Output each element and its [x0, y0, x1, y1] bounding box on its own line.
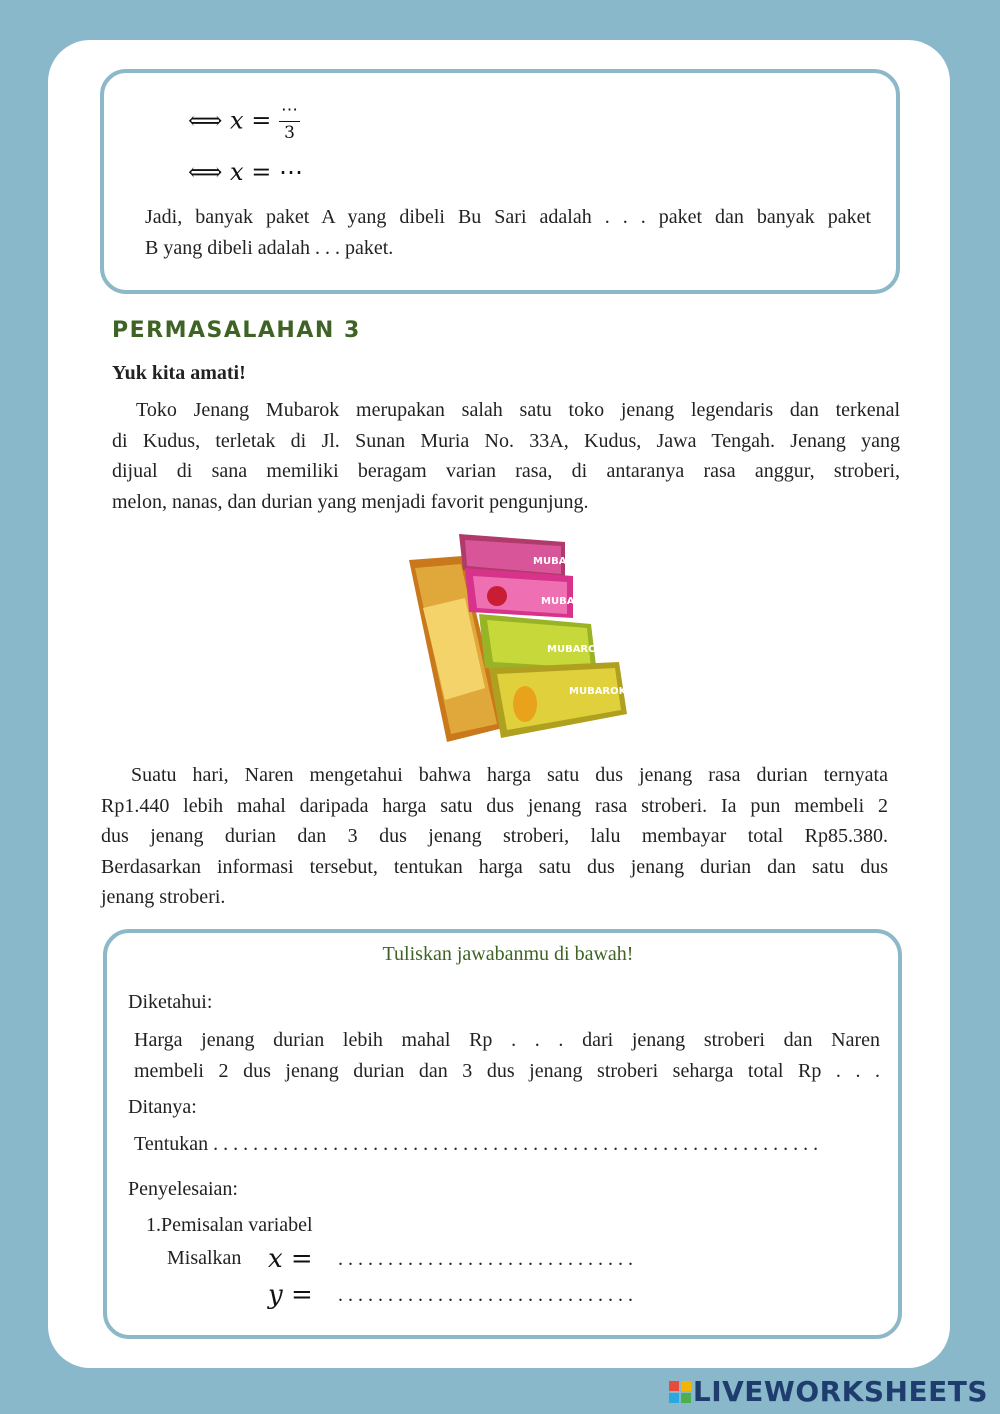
- variable-x: x: [230, 106, 244, 135]
- known-line[interactable]: membeli 2 dus jenang durian dan 3 dus jenang stroberi seharga total Rp . . .: [134, 1059, 880, 1082]
- brand-text: LIVEWORKSHEETS: [692, 1375, 988, 1408]
- paragraph-line: Berdasarkan informasi tersebut, tentukan harga satu dus jenang durian dan satu dus: [101, 855, 888, 878]
- known-label: Diketahui:: [128, 991, 213, 1013]
- paragraph-line: dus jenang durian dan 3 dus jenang stroberi, lalu membayar total Rp85.380.: [101, 825, 888, 847]
- y-definition-blank[interactable]: . . . . . . . . . . . . . . . . . . . . . . . . . . . . . .: [338, 1284, 633, 1306]
- liveworksheets-icon: [669, 1381, 691, 1403]
- iff-symbol: ⟺: [188, 158, 223, 186]
- paragraph-line: melon, nanas, dan durian yang menjadi favorit pengunjung.: [112, 490, 589, 513]
- step-label: Pemisalan variabel: [161, 1214, 313, 1236]
- conclusion-line: B yang dibeli adalah . . . paket.: [145, 236, 394, 259]
- intro-paragraph: [112, 395, 900, 517]
- equation-rest: = ⋯: [251, 158, 303, 186]
- paragraph-line: Rp1.440 lebih mahal daripada harga satu dus jenang rasa stroberi. Ia pun membeli 2: [101, 794, 888, 817]
- asked-input-line[interactable]: Tentukan . . . . . . . . . . . . . . . . . . . . . . . . . . . . . . . . . . . . . . . . . . . . . . . . . . . . . . . . . . . . .: [134, 1133, 819, 1155]
- step-1: [146, 1214, 313, 1237]
- step-number: 1.: [146, 1214, 161, 1236]
- problem-paragraph: [101, 760, 888, 913]
- let-label: Misalkan: [167, 1247, 242, 1269]
- equation-line-1: [188, 102, 300, 142]
- equals-sign: =: [251, 106, 272, 135]
- section-subheading: Yuk kita amati!: [112, 362, 246, 384]
- box-brand-text: MUBAROK: [569, 686, 627, 697]
- conclusion-text: [145, 202, 871, 263]
- jenang-product-photo: [405, 528, 630, 750]
- equation-line-2: [188, 160, 303, 184]
- paragraph-line: di Kudus, terletak di Jl. Sunan Muria No. 33A, Kudus, Jawa Tengah. Jenang yang: [112, 429, 900, 452]
- solution-label: Penyelesaian:: [128, 1178, 238, 1200]
- fraction-numerator: ⋯: [280, 100, 298, 120]
- paragraph-line: jenang stroberi.: [101, 886, 226, 908]
- fraction-denominator: 3: [284, 123, 295, 143]
- variable-y-label: y =: [268, 1280, 313, 1310]
- pineapple-illustration: [513, 686, 537, 722]
- variable-x-label: x =: [268, 1244, 313, 1274]
- section-heading: PERMASALAHAN 3: [112, 318, 361, 343]
- known-line[interactable]: Harga jenang durian lebih mahal Rp . . . dari jenang stroberi dan Naren: [134, 1029, 880, 1051]
- box-brand-text: MUBAROK: [533, 556, 591, 567]
- answer-box-title: Tuliskan jawabanmu di bawah!: [382, 943, 634, 965]
- box-brand-text: MUBAROK: [541, 596, 599, 607]
- liveworksheets-logo[interactable]: [669, 1375, 988, 1408]
- variable-x: x: [230, 158, 244, 186]
- fraction: [279, 102, 300, 142]
- paragraph-line: Suatu hari, Naren mengetahui bahwa harga satu dus jenang rasa durian ternyata: [131, 764, 888, 786]
- conclusion-line: Jadi, banyak paket A yang dibeli Bu Sari adalah . . . paket dan banyak paket: [145, 206, 871, 228]
- box-brand-text: MUBAROK: [547, 644, 605, 655]
- x-definition-blank[interactable]: . . . . . . . . . . . . . . . . . . . . . . . . . . . . . .: [338, 1248, 633, 1270]
- iff-symbol: ⟺: [188, 106, 223, 135]
- paragraph-line: dijual di sana memiliki beragam varian rasa, di antaranya rasa anggur, stroberi,: [112, 460, 900, 482]
- asked-label: Ditanya:: [128, 1096, 197, 1118]
- paragraph-line: Toko Jenang Mubarok merupakan salah satu toko jenang legendaris dan terkenal: [136, 399, 900, 421]
- known-statement: [134, 1025, 880, 1086]
- strawberry-illustration: [487, 586, 507, 606]
